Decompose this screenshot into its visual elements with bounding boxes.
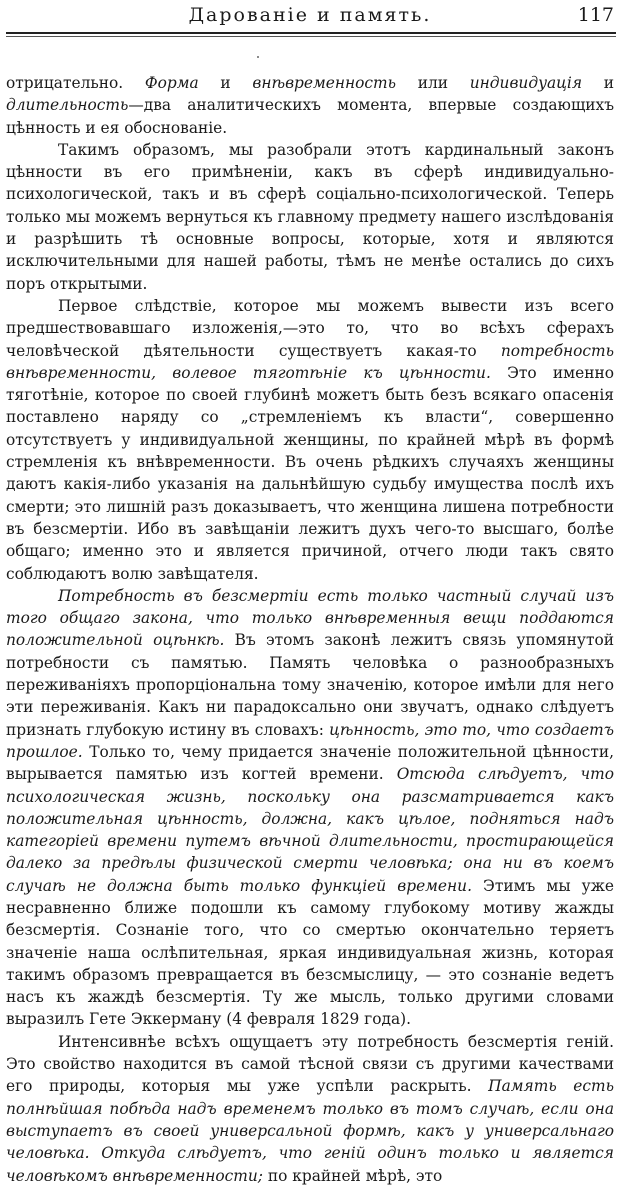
page-number: 117 [577, 4, 614, 26]
paragraph [6, 585, 614, 1031]
text-run: Только то, чему придается значеніе положительной цѣнности, вырывается памятью изъ когтей времени. [6, 742, 614, 784]
paragraph [6, 139, 614, 295]
text-run: —два аналитическихъ момента, впервые создающихъ цѣнность и ея обоснованіе. [6, 96, 614, 137]
text-run: Первое слѣдствіе, которое мы можемъ вывести изъ всего предшествовавшаго изложенія,—это то, что во всѣхъ сферахъ человѣческой дѣятельности существуетъ какая-то [6, 296, 614, 360]
text-run: или [396, 74, 470, 92]
italic-text-run: Память есть полнѣйшая побѣда надъ временемъ только въ томъ случаѣ, если она выступаетъ въ своей универсальной формѣ, какъ у универсальнаго человѣка. Откуда слѣдуетъ, что геній одинъ только и является человѣкомъ внѣвременности; [6, 1077, 614, 1185]
running-title: Дарованіе и память. [188, 4, 432, 26]
italic-text-run: индивидуація [469, 74, 583, 92]
header-rule-thin [6, 36, 616, 37]
text-run: и [582, 74, 614, 92]
text-run: по крайней мѣрѣ, это [262, 1166, 443, 1185]
page-header [0, 2, 620, 30]
text-run: Этимъ мы уже несравненно ближе подошли къ самому глубокому мотиву жажды безсмертія. Сознаніе того, что со смертью окончательно теряетъ значеніе наша ослѣпительная, яркая индивидуальная жизнь, которая такимъ образомъ превращается въ безсмыслицу, — это сознаніе ведетъ насъ къ жаждѣ безсмертія. Ту же мысль, только другими словами выразилъ Гете Эккерману (4 февраля 1829 года). [6, 876, 614, 1029]
paragraph [6, 1031, 614, 1187]
text-run: Интенсивнѣе всѣхъ ощущаетъ эту потребность безсмертія геній. Это свойство находится въ самой тѣсной связи съ другими качествами его природы, которыя мы уже успѣли раскрыть. [6, 1032, 614, 1096]
text-run: Такимъ образомъ, мы разобрали этотъ кардинальный законъ цѣнности въ его примѣненіи, какъ въ сферѣ индивидуально-психологической, такъ и въ сферѣ соціально-психологической. Теперь только мы можемъ вернуться къ главному предмету нашего изслѣдованія и разрѣшить тѣ основные вопросы, которые, хотя и являются исключительными для нашей работы, тѣмъ не менѣе остались до сихъ поръ открытыми. [6, 140, 614, 293]
text-run: Въ этомъ законѣ лежитъ связь упомянутой потребности съ памятью. Память человѣка о разнообразныхъ переживаніяхъ пропорціональна тому значенію, которое имѣли для него эти переживанія. Какъ ни парадоксально они звучатъ, однако слѣдуетъ признать глубокую истину въ словахъ: [6, 631, 614, 739]
italic-text-run: цѣнность, это то, что создаетъ прошлое. [6, 720, 615, 761]
text-run: отрицательно. [6, 74, 145, 92]
body-text [6, 72, 614, 1187]
text-run: и [198, 74, 253, 92]
italic-text-run: Потребность въ безсмертіи есть только частный случай изъ того общаго закона, что только внѣвременныя вещи поддаются положительной оцѣнкѣ. [6, 586, 614, 650]
print-speck [257, 56, 259, 58]
italic-text-run: потребность внѣвременности, волевое тяготѣніе къ цѣнности. [6, 341, 614, 382]
text-run: Это именно тяготѣніе, которое по своей глубинѣ можетъ быть безъ всякаго опасенія поставлено наряду со „стремленіемъ къ власти“, совершенно отсутствуетъ у индивидуальной женщины, по крайней мѣрѣ въ формѣ стремленія къ внѣвременности. Въ очень рѣдкихъ случаяхъ женщины даютъ какія-либо указанія на дальнѣйшую судьбу имущества послѣ ихъ смерти; это лишній разъ доказываетъ, что женщина лишена потребности въ безсмертіи. Ибо въ завѣщаніи лежитъ духъ чего-то высшаго, болѣе общаго; именно это и является причиной, отчего люди такъ свято соблюдаютъ волю завѣщателя. [6, 363, 614, 583]
italic-text-run: внѣвременность [252, 74, 397, 92]
italic-text-run: длительность [6, 96, 129, 115]
paragraph [6, 72, 614, 139]
header-rule-thick [6, 32, 616, 34]
paragraph [6, 295, 614, 585]
italic-text-run: Форма [144, 74, 199, 92]
italic-text-run: Отсюда слѣдуетъ, что психологическая жизнь, поскольку она разсматривается какъ положительная цѣнность, должна, какъ цѣлое, подняться надъ категоріей времени путемъ вѣчной длительности, простирающейся далеко за предѣлы физической смерти человѣка; она ни въ коемъ случаѣ не должна быть только функціей времени. [6, 765, 614, 895]
